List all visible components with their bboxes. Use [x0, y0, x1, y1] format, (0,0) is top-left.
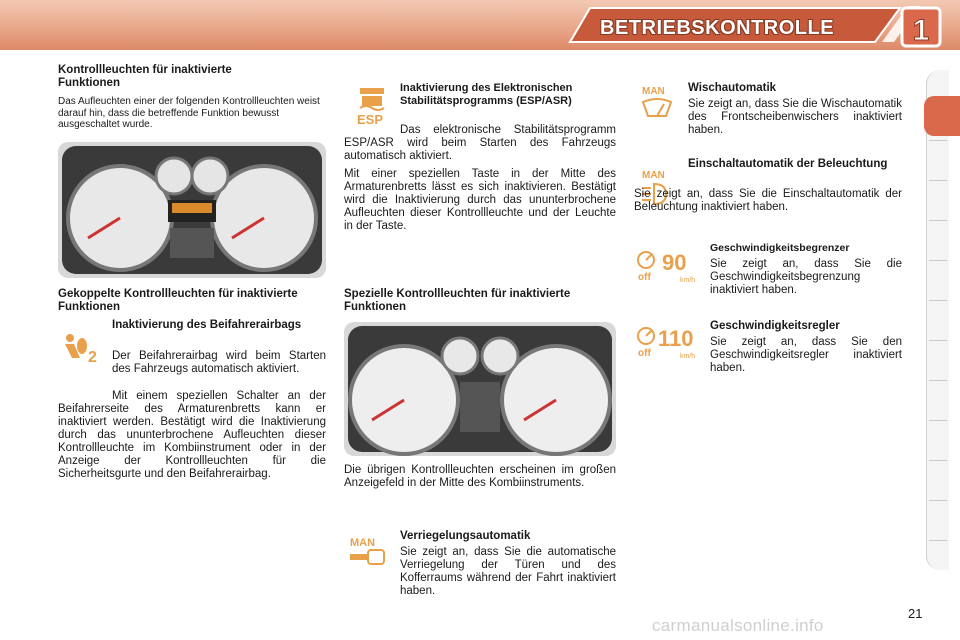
esp-text-1: Das elektronische Stabilitätsprogramm ESP/ASR wird beim Starten des Fahrzeugs automatisch aktiviert.: [344, 124, 616, 162]
airbag-off-icon: [60, 332, 104, 364]
light-title: Einschaltautomatik der Beleuchtung: [688, 158, 888, 170]
cruise-speed: 110: [658, 326, 694, 351]
page-number: 21: [908, 606, 923, 621]
esp-title: Inaktivierung des Elektronischen Stabilitätsprogramms (ESP/ASR): [400, 82, 573, 107]
chapter-number-badge: [898, 4, 944, 50]
light-text: Sie zeigt an, dass Sie die Einschaltautomatik der Beleuchtung inaktiviert haben.: [634, 188, 902, 213]
airbag-text-1: Der Beifahrerairbag wird beim Starten des Fahrzeugs automatisch aktiviert.: [112, 350, 326, 375]
wiper-off-icon: [640, 84, 674, 122]
other-lights-text: Die übrigen Kontrollleuchten erscheinen im großen Anzeigefeld in der Mitte des Kombiinstruments.: [344, 464, 616, 489]
airbag-title: Inaktivierung des Beifahrerairbags: [112, 319, 302, 331]
esp-icon-label: ESP: [357, 112, 384, 126]
watermark: carmanualsonline.info: [652, 616, 824, 635]
limiter-title: Geschwindigkeitsbegrenzer: [710, 242, 850, 254]
svg-text:2: 2: [88, 349, 97, 364]
cruise-off-label: off: [638, 348, 651, 359]
cruise-text: Sie zeigt an, dass Sie den Geschwindigkeitsregler inaktiviert haben.: [710, 336, 902, 374]
wiper-text: Sie zeigt an, dass Sie die Wischautomatik des Frontscheibenwischers inaktiviert haben.: [688, 98, 902, 136]
auto-lock-off-icon: [346, 534, 390, 570]
chapter-tab-active[interactable]: [924, 96, 960, 136]
limiter-unit: km/h: [680, 277, 696, 284]
cruise-control-off-icon: [636, 322, 704, 362]
esp-text-2: Mit einer speziellen Taste in der Mitte des Armaturenbretts lässt es sich inaktivieren. Bestätigt wird die Inaktivierung durch das ununterbrochene Aufleuchten dieser Kontrollleuchte und der Leuchte in der Taste.: [344, 168, 616, 232]
light-icon-label: MAN: [642, 170, 665, 181]
lock-title: Verriegelungsautomatik: [400, 530, 531, 542]
limiter-speed: 90: [662, 250, 687, 275]
limiter-text: Sie zeigt an, dass Sie die Geschwindigkeitsbegrenzung inaktiviert haben.: [710, 258, 902, 296]
speed-limiter-off-icon: [636, 246, 704, 286]
wiper-title: Wischautomatik: [688, 82, 777, 94]
wiper-icon-label: MAN: [642, 86, 665, 97]
chapter-tab-strip[interactable]: [926, 70, 949, 570]
limiter-off-label: off: [638, 272, 651, 283]
col1-title: Kontrollleuchten für inaktivierte Funktionen: [58, 64, 232, 89]
chapter-number: 1: [912, 14, 930, 47]
instrument-cluster-image-1: [58, 142, 326, 278]
col2-section-title: Spezielle Kontrollleuchten für inaktivierte Funktionen: [344, 288, 571, 313]
airbag-text-2: Mit einem speziellen Schalter an der Beifahrerseite des Armaturenbretts kann er inaktiviert werden. Bestätigt wird die Inaktivierung durch das ununterbrochene Aufleuchten dieser Kontrollleuchte im Kombiinstrument oder in der Anzeige der Kontrollleuchten für die Sicherheitsgurte und den Beifahrerairbag.: [58, 390, 326, 480]
chapter-title: BETRIEBSKONTROLLE: [600, 17, 835, 39]
col1-intro: Das Aufleuchten einer der folgenden Kontrollleuchten weist darauf hin, dass die betreffende Funktion bewusst ausgeschaltet wurde.: [58, 96, 320, 130]
lock-text: Sie zeigt an, dass Sie die automatische Verriegelung der Türen und des Kofferraums während der Fahrt inaktiviert haben.: [400, 546, 616, 597]
lock-icon-label: MAN: [350, 537, 376, 549]
cruise-unit: km/h: [680, 353, 696, 360]
cruise-title: Geschwindigkeitsregler: [710, 320, 840, 332]
esp-off-icon: [354, 84, 390, 126]
instrument-cluster-image-2: [344, 322, 616, 456]
col1-section-title: Gekoppelte Kontrollleuchten für inaktivierte Funktionen: [58, 288, 298, 313]
